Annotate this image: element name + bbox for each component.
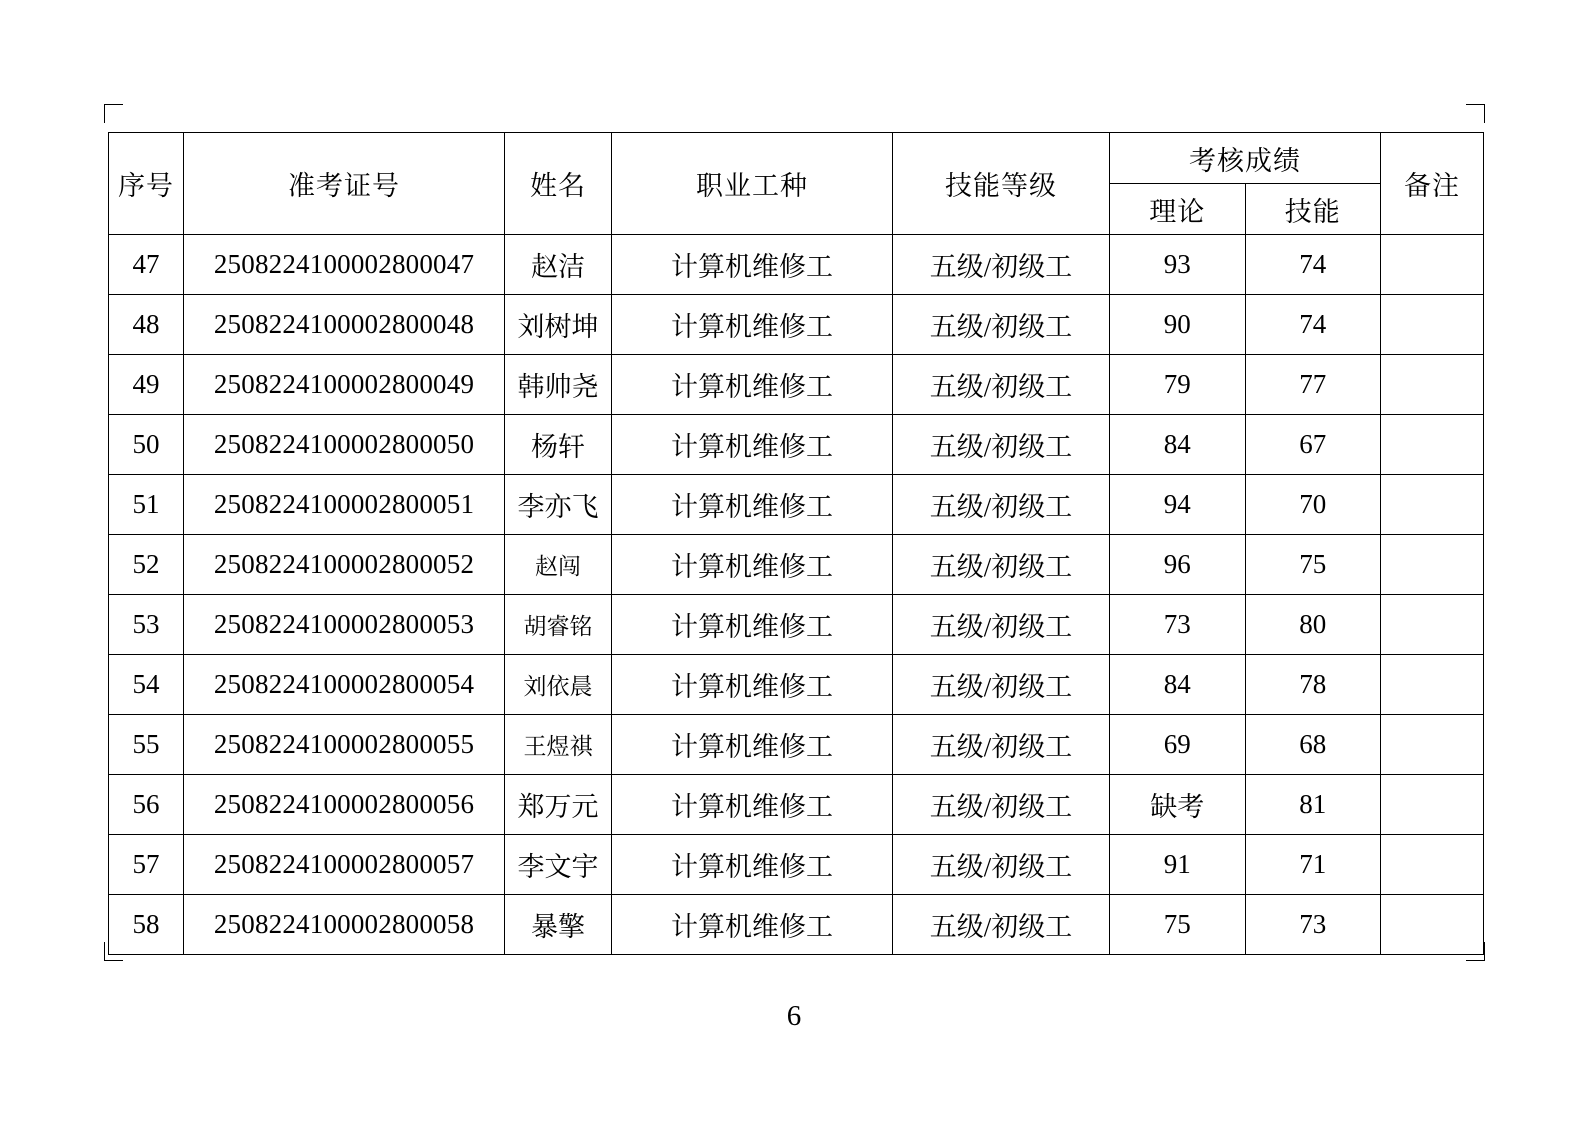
cell-skill-level: 五级/初级工 [893, 775, 1110, 835]
cell-occupation: 计算机维修工 [612, 775, 893, 835]
column-header-skill-level: 技能等级 [893, 133, 1110, 235]
cell-skill-level: 五级/初级工 [893, 475, 1110, 535]
cell-occupation: 计算机维修工 [612, 235, 893, 295]
cell-name: 郑万元 [505, 775, 612, 835]
table-row [109, 775, 1484, 835]
cell-remark [1381, 355, 1484, 415]
cell-name: 李亦飞 [505, 475, 612, 535]
table-row [109, 295, 1484, 355]
column-header-name: 姓名 [505, 133, 612, 235]
cell-ticket-number: 2508224100002800057 [184, 835, 505, 895]
cell-skill-score: 75 [1245, 535, 1381, 595]
cell-sequence: 48 [109, 295, 184, 355]
cell-sequence: 55 [109, 715, 184, 775]
cell-skill-level: 五级/初级工 [893, 895, 1110, 955]
cell-name: 刘树坤 [505, 295, 612, 355]
cell-theory-score: 79 [1110, 355, 1246, 415]
cell-skill-level: 五级/初级工 [893, 535, 1110, 595]
table-row [109, 535, 1484, 595]
cell-occupation: 计算机维修工 [612, 715, 893, 775]
cell-theory-score: 69 [1110, 715, 1246, 775]
cell-sequence: 52 [109, 535, 184, 595]
cell-remark [1381, 895, 1484, 955]
crop-mark-top-left [104, 104, 123, 123]
table-row [109, 835, 1484, 895]
table-row [109, 415, 1484, 475]
table-body [109, 235, 1484, 955]
cell-theory-score: 90 [1110, 295, 1246, 355]
column-header-sequence: 序号 [109, 133, 184, 235]
cell-ticket-number: 2508224100002800048 [184, 295, 505, 355]
column-header-remark: 备注 [1381, 133, 1484, 235]
cell-name: 赵闯 [505, 535, 612, 595]
cell-name: 暴擎 [505, 895, 612, 955]
cell-skill-score: 74 [1245, 235, 1381, 295]
cell-occupation: 计算机维修工 [612, 835, 893, 895]
cell-theory-score: 75 [1110, 895, 1246, 955]
cell-skill-level: 五级/初级工 [893, 415, 1110, 475]
cell-occupation: 计算机维修工 [612, 355, 893, 415]
column-header-occupation: 职业工种 [612, 133, 893, 235]
cell-skill-level: 五级/初级工 [893, 295, 1110, 355]
cell-remark [1381, 415, 1484, 475]
cell-name: 韩帅尧 [505, 355, 612, 415]
cell-theory-score: 缺考 [1110, 775, 1246, 835]
crop-mark-top-right [1466, 104, 1485, 123]
column-header-skill-score: 技能 [1245, 184, 1381, 235]
cell-occupation: 计算机维修工 [612, 535, 893, 595]
cell-skill-level: 五级/初级工 [893, 715, 1110, 775]
cell-remark [1381, 595, 1484, 655]
cell-name: 刘依晨 [505, 655, 612, 715]
cell-name: 李文宇 [505, 835, 612, 895]
cell-name: 杨轩 [505, 415, 612, 475]
cell-ticket-number: 2508224100002800054 [184, 655, 505, 715]
cell-remark [1381, 295, 1484, 355]
cell-ticket-number: 2508224100002800058 [184, 895, 505, 955]
cell-theory-score: 73 [1110, 595, 1246, 655]
column-header-score-group: 考核成绩 [1110, 133, 1381, 184]
cell-sequence: 49 [109, 355, 184, 415]
cell-sequence: 56 [109, 775, 184, 835]
cell-sequence: 58 [109, 895, 184, 955]
cell-skill-score: 81 [1245, 775, 1381, 835]
cell-ticket-number: 2508224100002800050 [184, 415, 505, 475]
cell-theory-score: 84 [1110, 655, 1246, 715]
cell-sequence: 53 [109, 595, 184, 655]
cell-name: 王煜祺 [505, 715, 612, 775]
cell-skill-score: 68 [1245, 715, 1381, 775]
cell-occupation: 计算机维修工 [612, 415, 893, 475]
cell-remark [1381, 775, 1484, 835]
cell-skill-score: 80 [1245, 595, 1381, 655]
cell-skill-score: 67 [1245, 415, 1381, 475]
cell-remark [1381, 235, 1484, 295]
cell-skill-level: 五级/初级工 [893, 595, 1110, 655]
cell-sequence: 57 [109, 835, 184, 895]
cell-skill-score: 77 [1245, 355, 1381, 415]
cell-remark [1381, 475, 1484, 535]
cell-ticket-number: 2508224100002800056 [184, 775, 505, 835]
cell-ticket-number: 2508224100002800049 [184, 355, 505, 415]
cell-remark [1381, 535, 1484, 595]
cell-name: 赵洁 [505, 235, 612, 295]
table-row [109, 355, 1484, 415]
cell-remark [1381, 835, 1484, 895]
cell-remark [1381, 655, 1484, 715]
table-row [109, 235, 1484, 295]
column-header-ticket-number: 准考证号 [184, 133, 505, 235]
cell-sequence: 47 [109, 235, 184, 295]
table-row [109, 655, 1484, 715]
exam-results-table [108, 132, 1484, 955]
cell-skill-score: 78 [1245, 655, 1381, 715]
cell-ticket-number: 2508224100002800051 [184, 475, 505, 535]
cell-sequence: 50 [109, 415, 184, 475]
cell-theory-score: 84 [1110, 415, 1246, 475]
cell-sequence: 51 [109, 475, 184, 535]
cell-ticket-number: 2508224100002800052 [184, 535, 505, 595]
cell-skill-level: 五级/初级工 [893, 655, 1110, 715]
cell-remark [1381, 715, 1484, 775]
cell-occupation: 计算机维修工 [612, 655, 893, 715]
cell-occupation: 计算机维修工 [612, 595, 893, 655]
table-row [109, 595, 1484, 655]
cell-ticket-number: 2508224100002800053 [184, 595, 505, 655]
cell-skill-level: 五级/初级工 [893, 835, 1110, 895]
table-header-row-1 [109, 133, 1484, 184]
cell-occupation: 计算机维修工 [612, 475, 893, 535]
cell-skill-score: 71 [1245, 835, 1381, 895]
table-header [109, 133, 1484, 235]
cell-theory-score: 93 [1110, 235, 1246, 295]
table-row [109, 715, 1484, 775]
cell-occupation: 计算机维修工 [612, 895, 893, 955]
cell-ticket-number: 2508224100002800047 [184, 235, 505, 295]
cell-occupation: 计算机维修工 [612, 295, 893, 355]
table-row [109, 475, 1484, 535]
cell-theory-score: 96 [1110, 535, 1246, 595]
cell-name: 胡睿铭 [505, 595, 612, 655]
cell-theory-score: 91 [1110, 835, 1246, 895]
cell-skill-level: 五级/初级工 [893, 235, 1110, 295]
cell-skill-score: 73 [1245, 895, 1381, 955]
cell-ticket-number: 2508224100002800055 [184, 715, 505, 775]
table-row [109, 895, 1484, 955]
cell-sequence: 54 [109, 655, 184, 715]
cell-theory-score: 94 [1110, 475, 1246, 535]
column-header-theory-score: 理论 [1110, 184, 1246, 235]
cell-skill-score: 70 [1245, 475, 1381, 535]
cell-skill-level: 五级/初级工 [893, 355, 1110, 415]
cell-skill-score: 74 [1245, 295, 1381, 355]
page-number: 6 [786, 1000, 802, 1032]
